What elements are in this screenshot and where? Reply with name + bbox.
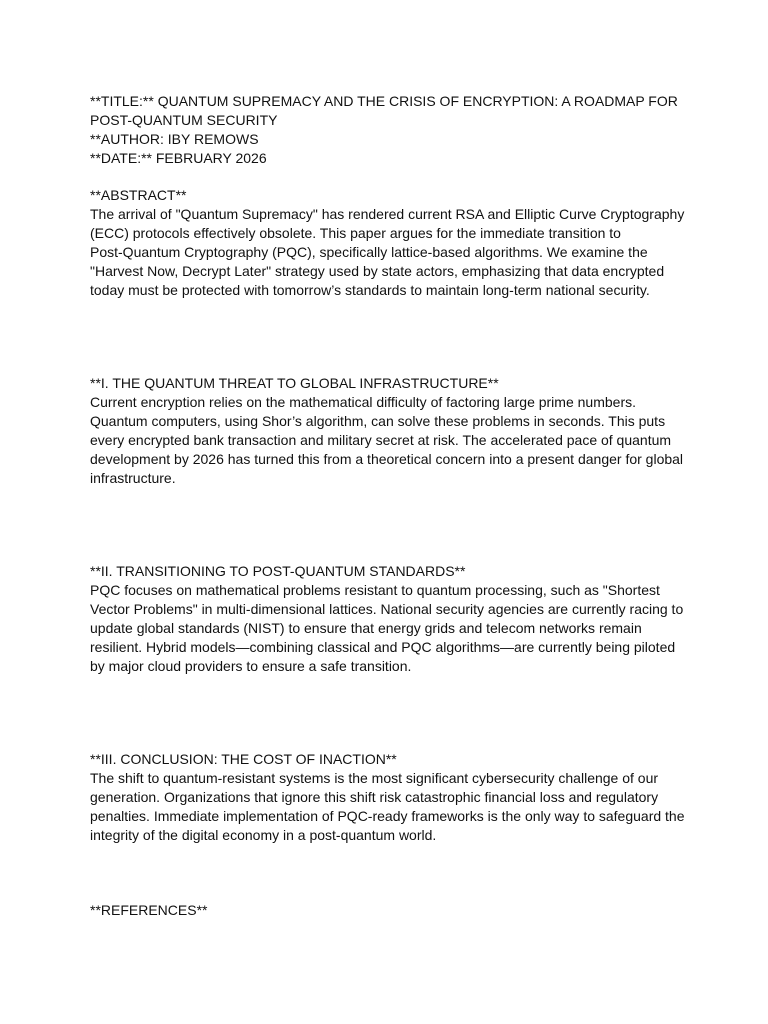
abstract-line: "Harvest Now, Decrypt Later" strategy used by state actors, emphasizing that data encrypted	[90, 263, 665, 279]
title-line-1: **TITLE:** QUANTUM SUPREMACY AND THE CRISIS OF ENCRYPTION: A ROADMAP FOR	[90, 93, 678, 109]
section-heading: **II. TRANSITIONING TO POST-QUANTUM STANDARDS**	[90, 563, 466, 579]
title-line-2: POST-QUANTUM SECURITY	[90, 112, 278, 128]
section-line: every encrypted bank transaction and military secret at risk. The accelerated pace of quantum	[90, 432, 672, 448]
section-line: development by 2026 has turned this from a theoretical concern into a present danger for global	[90, 451, 684, 467]
section-quantum-threat	[90, 374, 688, 488]
section-paragraph	[90, 581, 688, 676]
abstract-heading: **ABSTRACT**	[90, 187, 187, 203]
section-heading: **I. THE QUANTUM THREAT TO GLOBAL INFRASTRUCTURE**	[90, 375, 499, 391]
section-line: Vector Problems" in multi-dimensional lattices. National security agencies are currently racing to	[90, 601, 684, 617]
abstract-paragraph	[90, 205, 688, 300]
abstract-line: today must be protected with tomorrow’s standards to maintain long-term national security.	[90, 282, 650, 298]
section-line: Quantum computers, using Shor’s algorithm, can solve these problems in seconds. This puts	[90, 413, 666, 429]
section-line: PQC focuses on mathematical problems resistant to quantum processing, such as "Shortest	[90, 582, 660, 598]
author-line: **AUTHOR: IBY REMOWS	[90, 131, 259, 147]
section-line: update global standards (NIST) to ensure that energy grids and telecom networks remain	[90, 620, 642, 636]
section-line: infrastructure.	[90, 470, 176, 486]
abstract-line: The arrival of "Quantum Supremacy" has rendered current RSA and Elliptic Curve Cryptography	[90, 206, 685, 222]
date-line: **DATE:** FEBRUARY 2026	[90, 150, 267, 166]
section-line: integrity of the digital economy in a post-quantum world.	[90, 827, 437, 843]
references-section	[90, 901, 688, 920]
section-line: Current encryption relies on the mathematical difficulty of factoring large prime numbers.	[90, 394, 636, 410]
abstract-section	[90, 186, 688, 300]
references-heading: **REFERENCES**	[90, 902, 208, 918]
section-line: penalties. Immediate implementation of PQC-ready frameworks is the only way to safeguard the	[90, 808, 685, 824]
abstract-line: Post-Quantum Cryptography (PQC), specifically lattice-based algorithms. We examine the	[90, 244, 648, 260]
section-conclusion	[90, 750, 688, 845]
section-line: generation. Organizations that ignore this shift risk catastrophic financial loss and regulatory	[90, 789, 659, 805]
section-transitioning	[90, 562, 688, 676]
abstract-line: (ECC) protocols effectively obsolete. This paper argues for the immediate transition to	[90, 225, 621, 241]
section-paragraph	[90, 393, 688, 488]
section-line: resilient. Hybrid models—combining classical and PQC algorithms—are currently being piloted	[90, 639, 676, 655]
section-line: The shift to quantum-resistant systems is the most significant cybersecurity challenge of our	[90, 770, 659, 786]
section-paragraph	[90, 769, 688, 845]
section-heading: **III. CONCLUSION: THE COST OF INACTION**	[90, 751, 397, 767]
section-line: by major cloud providers to ensure a safe transition.	[90, 658, 412, 674]
document-header	[90, 92, 688, 168]
